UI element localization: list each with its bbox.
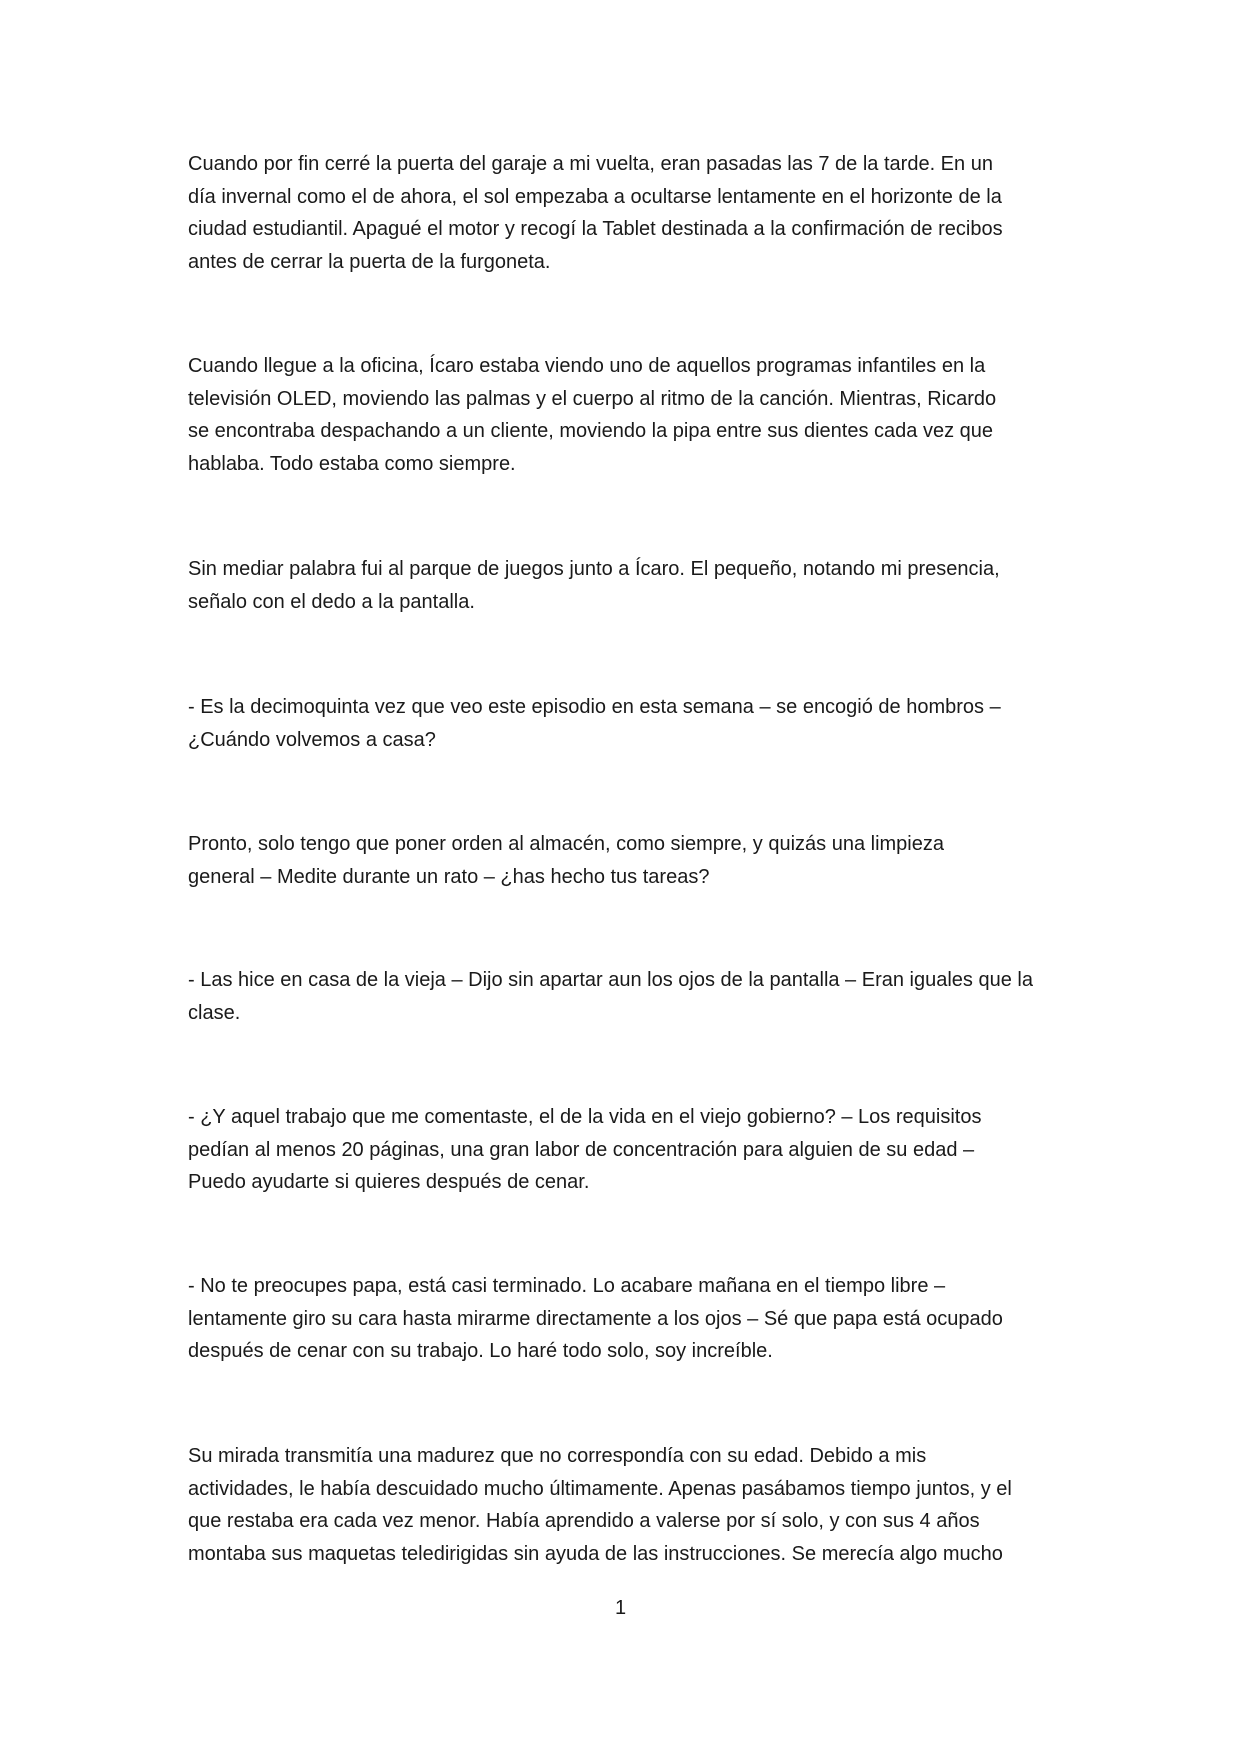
text-line: Cuando llegue a la oficina, Ícaro estaba viendo uno de aquellos programas infantiles en la bbox=[188, 355, 986, 377]
text-line: actividades, le había descuidado mucho últimamente. Apenas pasábamos tiempo juntos, y el bbox=[188, 1477, 1012, 1500]
text-line: ciudad estudiantil. Apagué el motor y recogí la Tablet destinada a la confirmación de recibos bbox=[188, 218, 1003, 240]
page-number: 1 bbox=[614, 1597, 627, 1619]
text-line: - Las hice en casa de la vieja – Dijo sin apartar aun los ojos de la pantalla – Eran iguales que la bbox=[188, 969, 1033, 991]
paragraph-9 bbox=[188, 1440, 1068, 1570]
text-line: Su mirada transmitía una madurez que no correspondía con su edad. Debido a mis bbox=[188, 1445, 927, 1467]
text-line: después de cenar con su trabajo. Lo haré todo solo, soy increíble. bbox=[188, 1340, 773, 1362]
paragraph-5 bbox=[188, 828, 1068, 893]
paragraph-3 bbox=[188, 553, 1068, 618]
text-line: hablaba. Todo estaba como siempre. bbox=[188, 452, 516, 475]
paragraph-7 bbox=[188, 1101, 1068, 1199]
text-line: clase. bbox=[188, 1001, 241, 1024]
paragraph-6 bbox=[188, 964, 1068, 1029]
text-line: se encontraba despachando a un cliente, moviendo la pipa entre sus dientes cada vez que bbox=[188, 420, 993, 442]
text-line: que restaba era cada vez menor. Había aprendido a valerse por sí solo, y con sus 4 años bbox=[188, 1510, 980, 1532]
paragraph-1 bbox=[188, 148, 1068, 278]
text-line: Cuando por fin cerré la puerta del garaje a mi vuelta, eran pasadas las 7 de la tarde. En un bbox=[188, 153, 993, 175]
text-line: ¿Cuándo volvemos a casa? bbox=[188, 728, 436, 751]
text-line: lentamente giro su cara hasta mirarme directamente a los ojos – Sé que papa está ocupado bbox=[188, 1307, 1003, 1330]
text-line: general – Medite durante un rato – ¿has hecho tus tareas? bbox=[188, 865, 710, 888]
text-line: Puedo ayudarte si quieres después de cenar. bbox=[188, 1171, 590, 1193]
text-line: montaba sus maquetas teledirigidas sin ayuda de las instrucciones. Se merecía algo mucho bbox=[188, 1542, 1003, 1565]
text-line: día invernal como el de ahora, el sol empezaba a ocultarse lentamente en el horizonte de la bbox=[188, 185, 1002, 208]
text-line: Pronto, solo tengo que poner orden al almacén, como siempre, y quizás una limpieza bbox=[188, 833, 944, 855]
paragraph-4 bbox=[188, 691, 1068, 756]
text-line: - ¿Y aquel trabajo que me comentaste, el de la vida en el viejo gobierno? – Los requisitos bbox=[188, 1106, 982, 1128]
text-line: - No te preocupes papa, está casi terminado. Lo acabare mañana en el tiempo libre – bbox=[188, 1275, 946, 1297]
text-line: - Es la decimoquinta vez que veo este episodio en esta semana – se encogió de hombros – bbox=[188, 696, 1001, 718]
paragraph-2 bbox=[188, 350, 1068, 480]
text-line: antes de cerrar la puerta de la furgoneta. bbox=[188, 250, 551, 273]
text-line: pedían al menos 20 páginas, una gran labor de concentración para alguien de su edad – bbox=[188, 1138, 975, 1161]
text-line: Sin mediar palabra fui al parque de juegos junto a Ícaro. El pequeño, notando mi presencia, bbox=[188, 558, 1000, 580]
text-line: televisión OLED, moviendo las palmas y el cuerpo al ritmo de la canción. Mientras, Ricardo bbox=[188, 387, 997, 410]
paragraph-8 bbox=[188, 1270, 1068, 1368]
text-line: señalo con el dedo a la pantalla. bbox=[188, 590, 475, 613]
